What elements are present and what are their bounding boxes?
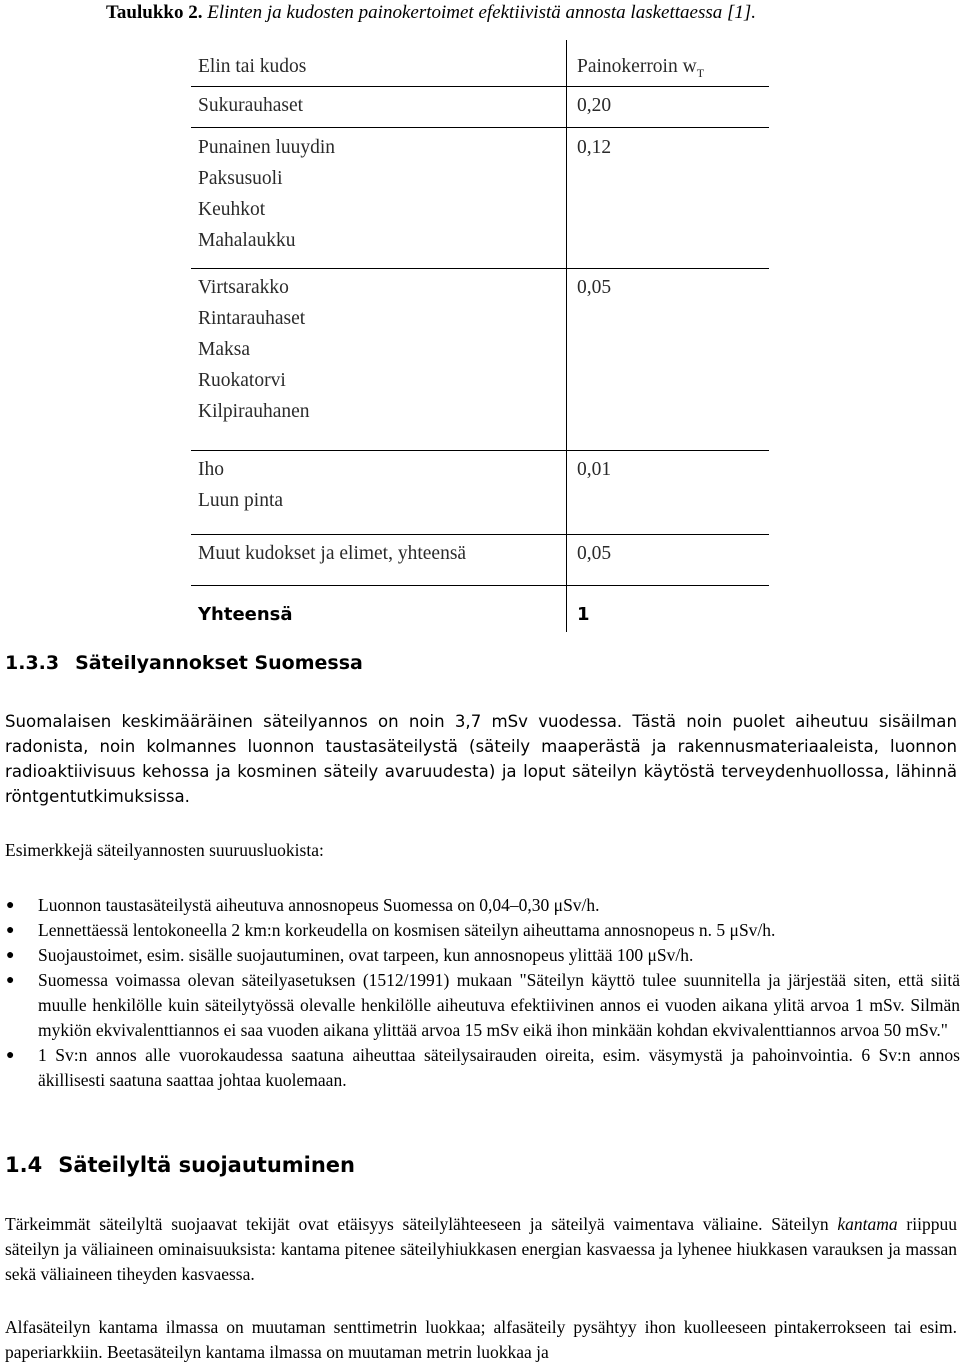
section-title: Säteilyannokset Suomessa	[75, 652, 363, 674]
table-organ: Virtsarakko	[198, 277, 289, 298]
table-header-organ: Elin tai kudos	[198, 56, 307, 77]
paragraph-alpha-range: Alfasäteilyn kantama ilmassa on muutaman senttimetrin luokkaa; alfasäteily pysähtyy ihon kuolleeseen pintakerrokseen tai esim. paperiarkkiin. Beetasäteilyn kantama ilmassa on muutaman metrin luokkaa ja	[5, 1317, 957, 1362]
table-organ: Keuhkot	[198, 199, 266, 220]
table-rule	[191, 86, 769, 87]
list-item: ● Lennettäessä lentokoneella 2 km:n korkeudella on kosmisen säteilyn aiheuttama annosnopeus n. 5 μSv/h.	[5, 918, 960, 943]
bullet-icon: ●	[6, 898, 15, 913]
section-heading	[5, 1153, 355, 1177]
section-heading	[5, 652, 363, 674]
table-organ: Rintarauhaset	[198, 308, 306, 329]
table-weight: 0,01	[577, 459, 612, 480]
table-rule	[191, 585, 769, 586]
bullet-icon: ●	[6, 1048, 15, 1063]
table-rule	[191, 534, 769, 535]
table-organ: Punainen luuydin	[198, 137, 336, 158]
table-header-weight	[577, 56, 704, 81]
bullet-icon: ●	[6, 973, 15, 988]
section-title: Säteilyltä suojautuminen	[58, 1153, 355, 1177]
table-organ: Iho	[198, 459, 224, 480]
table-total-label: Yhteensä	[198, 604, 293, 625]
table-organ: Mahalaukku	[198, 230, 296, 251]
table-header-weight-label: Painokerroin w	[577, 56, 697, 77]
list-item: ● Luonnon taustasäteilystä aiheutuva annosnopeus Suomessa on 0,04–0,30 μSv/h.	[5, 893, 960, 918]
table-rule	[191, 127, 769, 128]
bullet-icon: ●	[6, 923, 15, 938]
table-weight: 0,20	[577, 95, 612, 116]
table-organ: Muut kudokset ja elimet, yhteensä	[198, 543, 467, 564]
table-organ: Luun pinta	[198, 490, 284, 511]
examples-list	[5, 893, 960, 1093]
table-organ: Maksa	[198, 339, 250, 360]
table-weight: 0,05	[577, 277, 612, 298]
caption-label: Taulukko 2.	[106, 2, 203, 23]
list-item: ● Suojaustoimet, esim. sisälle suojautuminen, ovat tarpeen, kun annosnopeus ylittää 100 μSv/h.	[5, 943, 960, 968]
table-caption	[106, 2, 756, 24]
table-rule	[191, 268, 769, 269]
bullet-icon: ●	[6, 948, 15, 963]
table-total-value: 1	[577, 604, 590, 625]
section-number: 1.3.3	[5, 652, 60, 674]
section-number: 1.4	[5, 1153, 43, 1177]
list-item: ● Suomessa voimassa olevan säteilyasetuksen (1512/1991) mukaan "Säteilyn käyttö tulee suunnitella ja järjestää siten, että siitä muulle henkilölle kuin säteilytyössä olevalle henkilölle aiheutuva efektiivinen annos ei vuoden aikana ylitä arvoa 1 mSv. Silmän mykiön ekvivalenttiannos ei saa vuoden aikana ylittää arvoa 15 mSv eikä ihon minkään kohdan ekvivalenttiannos arvoa 50 mSv."	[6, 970, 960, 1040]
paragraph-examples-intro: Esimerkkejä säteilyannosten suuruusluokista:	[5, 840, 324, 860]
table-organ: Kilpirauhanen	[198, 401, 310, 422]
table-rule	[191, 450, 769, 451]
table-organ: Sukurauhaset	[198, 95, 304, 116]
table-organ: Ruokatorvi	[198, 370, 286, 391]
paragraph-protection: Tärkeimmät säteilyltä suojaavat tekijät ovat etäisyys säteilylähteeseen ja säteilyä vaimentava väliaine. Säteilyn kantama riippuu säteilyn ja väliaineen ominaisuuksista: kantama pitenee säteilyhiukkasen energian kasvaessa ja lyhenee hiukkasen varauksen ja massan sekä väliaineen tiheyden kasvaessa.	[5, 1214, 957, 1284]
table-organ: Paksusuoli	[198, 168, 283, 189]
table-weight: 0,12	[577, 137, 612, 158]
table-header-weight-subscript: T	[696, 65, 705, 80]
table-weight: 0,05	[577, 543, 612, 564]
term-kantama: kantama	[837, 1214, 898, 1234]
list-item: ● 1 Sv:n annos alle vuorokaudessa saatuna aiheuttaa säteilysairauden oireita, esim. väsymystä ja pahoinvointia. 6 Sv:n annos äkillisesti saatuna saattaa johtaa kuolemaan.	[6, 1045, 960, 1090]
table-column-divider	[566, 40, 567, 632]
paragraph-dose-summary: Suomalaisen keskimääräinen säteilyannos on noin 3,7 mSv vuodessa. Tästä noin puolet aiheutuu sisäilman radonista, noin kolmannes luonnon taustasäteilystä (säteily maaperästä ja rakennusmateriaaleista, luonnon radioaktiivisuus kehossa ja kosminen säteily avaruudesta) ja loput säteilyn käytöstä terveydenhuollossa, lähinnä röntgentutkimuksissa.	[5, 712, 957, 806]
caption-text: Elinten ja kudosten painokertoimet efektiivistä annosta laskettaessa [1].	[207, 2, 757, 23]
